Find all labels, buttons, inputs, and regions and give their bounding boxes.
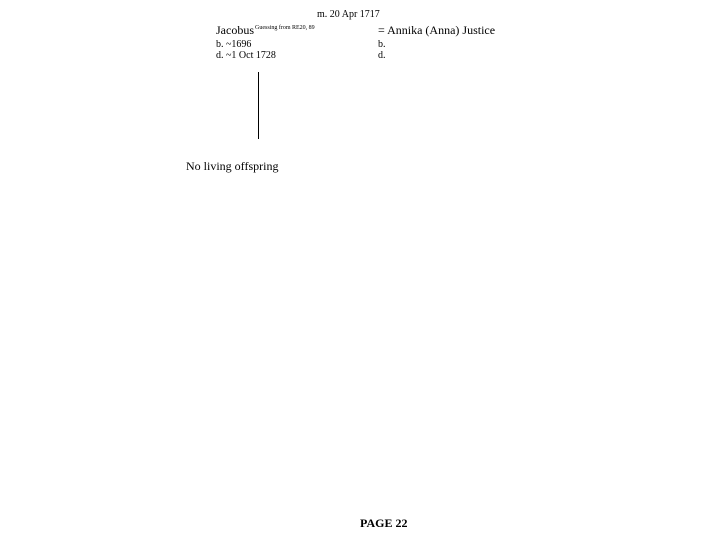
- person-birth: b. ~1696: [216, 39, 252, 50]
- marriage-date: m. 20 Apr 1717: [317, 9, 380, 20]
- page-number: PAGE 22: [360, 516, 408, 530]
- spouse-birth: b.: [378, 39, 386, 50]
- spouse-name: = Annika (Anna) Justice: [378, 23, 496, 37]
- person-name: [216, 24, 315, 36]
- descent-line: [258, 72, 259, 139]
- person-death: d. ~1 Oct 1728: [216, 50, 276, 61]
- offspring-note: No living offspring: [186, 159, 279, 173]
- spouse-death: d.: [378, 50, 386, 61]
- person-source-note: Guessing from RE20, 89: [255, 25, 315, 31]
- person-name-text: Jacobus: [216, 23, 254, 37]
